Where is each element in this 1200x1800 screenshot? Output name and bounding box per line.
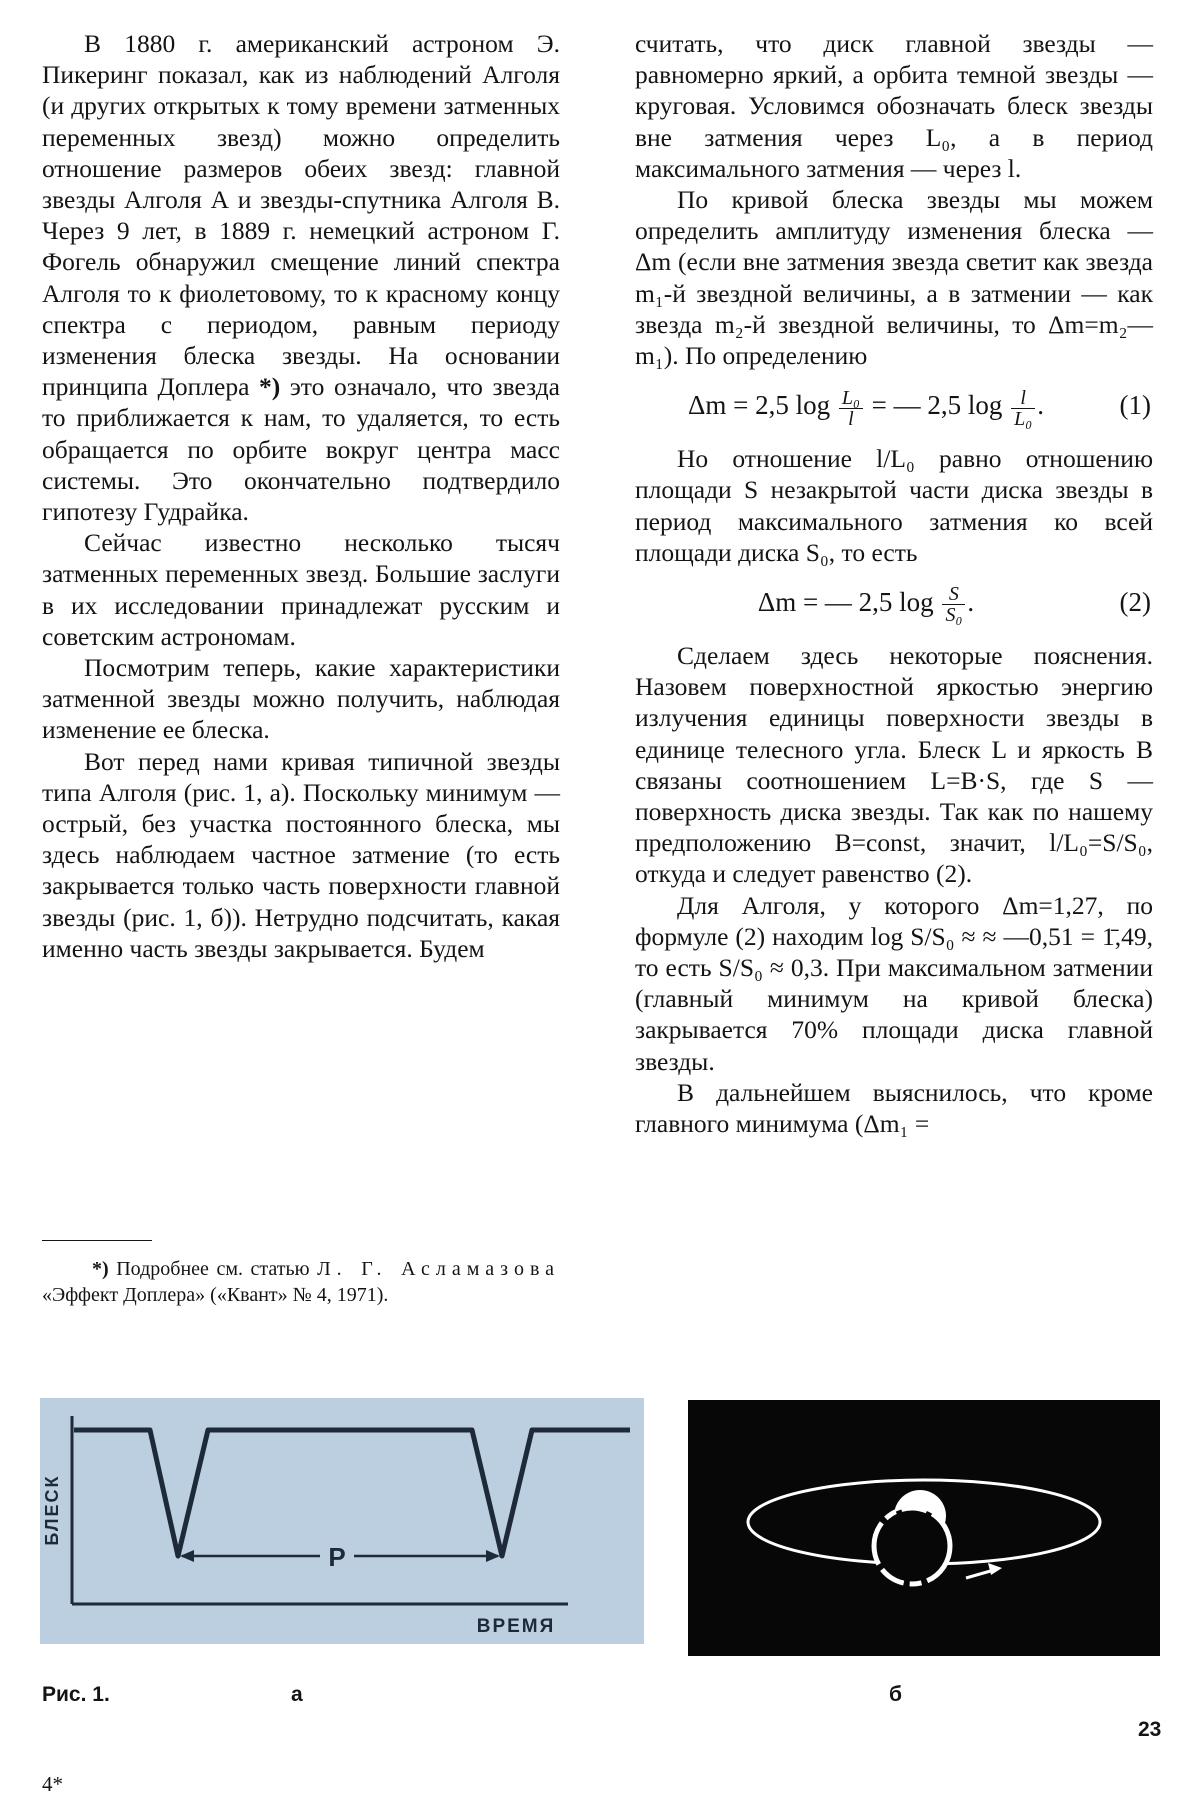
footnote-rule <box>42 1240 152 1241</box>
paragraph: В дальнейшем выяснилось, что кроме главного минимума (Δm₁ = <box>635 1077 1153 1139</box>
equation-number: (2) <box>1119 587 1151 618</box>
light-curve-svg <box>40 1398 644 1644</box>
right-column <box>635 28 1153 1139</box>
footnote-author: Л. Г. Асламазова <box>317 1258 560 1280</box>
caption-a: а <box>291 1683 303 1706</box>
figure-eclipse-diagram <box>688 1400 1160 1656</box>
paragraph: Сейчас известно несколько тысяч затменных переменных звезд. Большие заслуги в их исследовании принадлежат русским и советским астрономам. <box>42 528 560 651</box>
footnote-mark: *) <box>259 372 281 402</box>
caption-b: б <box>889 1683 902 1706</box>
eclipse-svg <box>688 1400 1160 1656</box>
x-axis-label: ВРЕМЯ <box>476 1616 556 1637</box>
formula-2: Δm = — 2,5 log $\frac{S}{\text{S₀}}$ . (2) <box>635 574 1153 630</box>
dark-star <box>874 1508 950 1584</box>
signature-mark: 4* <box>42 1772 63 1796</box>
paragraph: Сделаем здесь некоторые пояснения. Назовем поверхностной яркостью энергию излучения единицы поверхности звезды в единице телесного угла. Блеск L и яркость B связаны соотношением L=B·S, где S — поверхность диска звезды. Так как по нашему предположению B=const, значит, l/L₀=S/S₀, откуда и следует равенство (2). <box>635 641 1153 889</box>
arrowhead-right <box>486 1550 500 1562</box>
y-axis-label: БЛЕСК <box>42 1474 62 1546</box>
paragraph: Но отношение l/L₀ равно отношению площади S незакрытой части диска звезды в период максимального затмения ко всей площади диска S₀, то есть <box>635 444 1153 567</box>
formula-1: Δm = 2,5 log $\frac{\text{L₀}}{l}$ = — 2,5 log $\frac{l}{\text{L₀}}$ . (1) <box>635 377 1153 433</box>
left-column <box>42 28 560 964</box>
figure-caption: Рис. 1. <box>42 1683 110 1706</box>
footnote: *) Подробнее см. статью Л. Г. Асламазова «Эффект Доплера» («Квант» № 4, 1971). <box>42 1258 560 1306</box>
fraction: $\frac{\text{L₀}}{l}$ <box>839 388 863 429</box>
fraction: $\frac{S}{\text{S₀}}$ <box>942 584 965 625</box>
motion-arrowhead <box>988 1563 1002 1575</box>
paragraph: Вот перед нами кривая типичной звезды типа Алголя (рис. 1, а). Поскольку минимум — острый, без участка постоянного блеска, мы здесь наблюдаем частное затмение (то есть закрывается только часть поверхности главной звезды (рис. 1, б)). Нетрудно подсчитать, какая именно часть звезды закрывается. Будем <box>42 746 560 963</box>
equation-number: (1) <box>1119 390 1151 421</box>
page-number: 23 <box>1138 1718 1162 1741</box>
paragraph: В 1880 г. американский астроном Э. Пикеринг показал, как из наблюдений Алголя (и других открытых к тому времени затменных переменных звезд) можно определить отношение размеров обеих звезд: главной звезды Алголя А и звезды-спутника Алголя В. Через 9 лет, в 1889 г. немецкий астроном Г. Фогель обнаружил смещение линий спектра Алголя то к фиолетовому, то к красному концу спектра с периодом, равным периоду изменения блеска звезды. На основании принципа Доплера *) это означало, что звезда то приближается к нам, то удаляется, то есть обращается по орбите вокруг центра масс системы. Это окончательно подтвердило гипотезу Гудрайка. <box>42 29 560 527</box>
paragraph: Посмотрим теперь, какие характеристики затменной звезды можно получить, наблюдая изменение ее блеска. <box>42 653 560 745</box>
light-curve-line <box>74 1430 630 1556</box>
paragraph: считать, что диск главной звезды — равномерно яркий, а орбита темной звезды — круговая. Условимся обозначать блеск звезды вне затмения через L₀, а в период максимального затмения — через l. <box>635 29 1153 183</box>
paragraph: Для Алголя, у которого Δm=1,27, по формуле (2) находим log S/S₀ ≈ ≈ —0,51 = 1̄,49, то есть S/S₀ ≈ 0,3. При максимальном затмении (главный минимум на кривой блеска) закрывается 70% площади диска главной звезды. <box>635 890 1153 1076</box>
figure-light-curve <box>40 1398 644 1644</box>
period-label: P <box>328 1542 346 1572</box>
fraction: $\frac{l}{\text{L₀}}$ <box>1011 388 1035 429</box>
arrowhead-left <box>180 1550 194 1562</box>
paragraph: По кривой блеска звезды мы можем определить амплитуду изменения блеска — Δm (если вне затмения звезда светит как звезда m₁-й звездной величины, а в затмении — как звезда m₂-й звездной величины, то Δm=m₂—m₁). По определению <box>635 185 1153 371</box>
motion-arrow <box>966 1570 994 1578</box>
